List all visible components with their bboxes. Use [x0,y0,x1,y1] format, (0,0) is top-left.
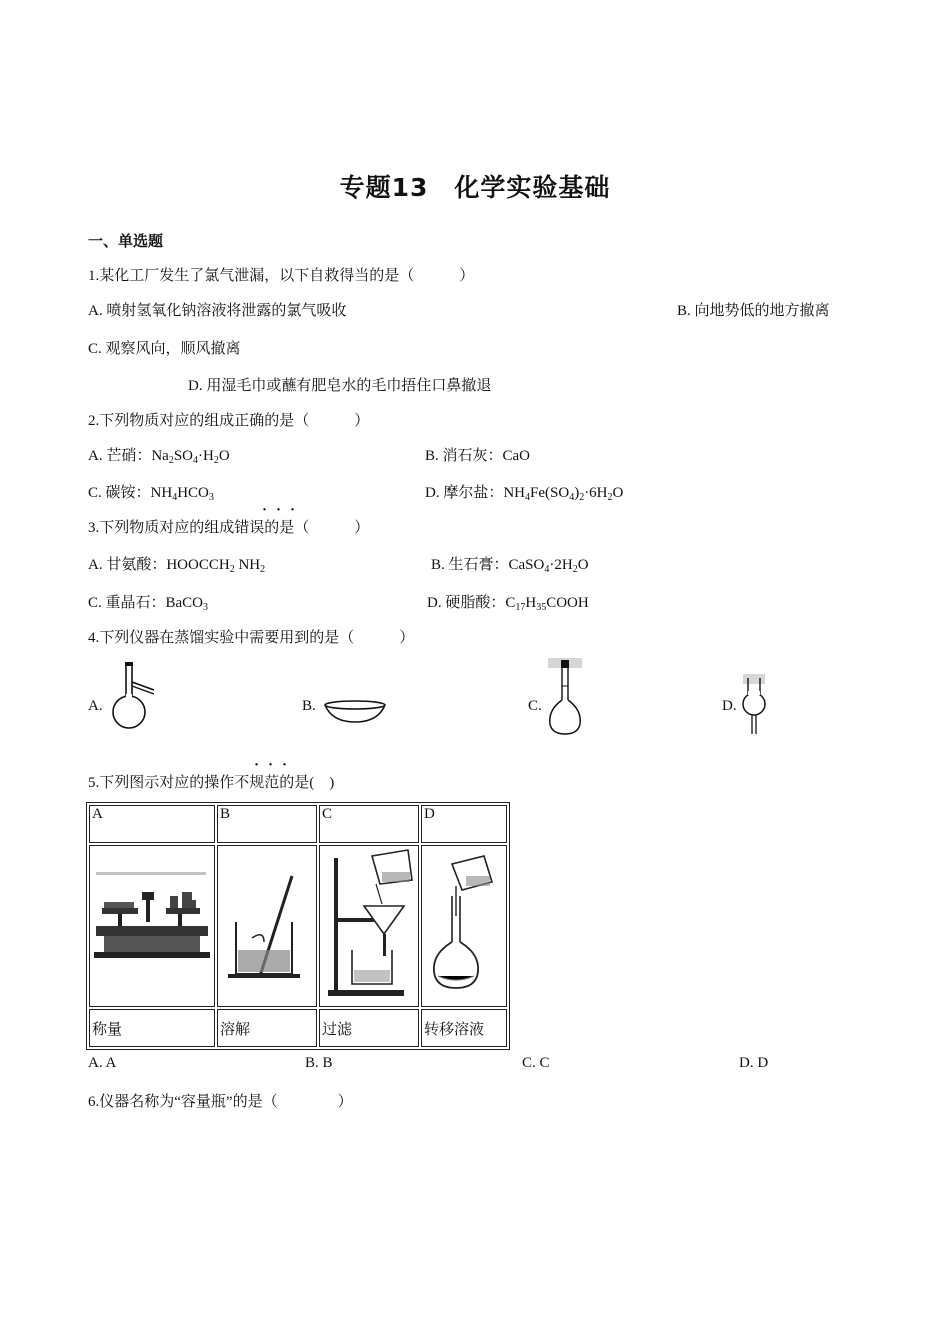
question-4-option-b-label: B. [302,698,316,714]
question-1-option-a: A. 喷射氢氧化钠溶液将泄露的氯气吸收 [88,303,347,319]
question-1-option-c: C. 观察风向，顺风撤离 [88,341,241,357]
caption-c: 过滤 [319,1009,419,1047]
caption-d: 转移溶液 [421,1009,507,1047]
separatory-funnel-icon [738,672,770,736]
dissolving-image [217,845,317,1007]
distillation-flask-icon [108,660,160,732]
question-4-stem: 4.下列仪器在蒸馏实验中需要用到的是（ ） [88,630,415,646]
question-2-stem: 2.下列物质对应的组成正确的是（ ） [88,413,370,429]
page-title: 专题13 化学实验基础 [339,173,611,202]
volumetric-flask-icon [544,656,586,736]
question-3-option-a: A. 甘氨酸：$HOOCCH_2$ $NH_2$ [88,557,266,575]
question-5-option-b: B. B [305,1055,333,1071]
question-2-option-b: B. 消石灰：CaO [425,448,531,464]
question-4-option-a-label: A. [88,698,103,714]
caption-a: 称量 [89,1009,215,1047]
section-heading: 一、单选题 [88,232,164,250]
question-2-option-d: D. 摩尔盐：$NH_4Fe(SO_4)_2\cdot 6H_2O$ [425,485,624,503]
question-4-option-c-label: C. [528,698,542,714]
question-6-stem: 6.仪器名称为“容量瓶”的是（ ） [88,1094,353,1110]
emphasis-wrong: 错误 [234,520,265,536]
question-1-stem: 1.某化工厂发生了氯气泄漏，以下自救得当的是（ ） [88,268,475,284]
question-3-option-b: B. 生石膏：$CaSO_4\cdot 2H_2O$ [431,557,589,575]
header-d: D [421,805,507,843]
operations-table [86,802,510,1050]
emphasis-nonstandard: 不规范 [234,775,280,791]
header-a: A [89,805,215,843]
filtration-image [319,845,419,1007]
header-c: C [319,805,419,843]
evaporating-dish-icon [322,698,388,726]
question-3-stem: 3.下列物质对应的组成错误的是（ ） [88,520,370,536]
question-4-option-d-label: D. [722,698,737,714]
header-b: B [217,805,317,843]
question-5-option-a: A. A [88,1055,117,1071]
question-5-stem: 5.下列图示对应的操作不规范的是( ) [88,775,335,791]
caption-b: 溶解 [217,1009,317,1047]
emphasis-dots: ··· [262,502,305,518]
question-5-option-d: D. D [739,1055,769,1071]
transfer-solution-image [421,845,507,1007]
emphasis-dots: ··· [254,757,297,773]
question-2-option-a: A. 芒硝：$Na_2SO_4\cdot H_2O$ [88,448,230,466]
question-2-option-c: C. 碳铵：$NH_4HCO_3$ [88,485,214,503]
question-5-option-c: C. C [522,1055,550,1071]
question-1-option-d: D. 用湿毛巾或蘸有肥皂水的毛巾捂住口鼻撤退 [188,378,492,394]
question-3-option-d: D. 硬脂酸：$C_{17}H_{35}COOH$ [427,595,589,613]
weighing-image [89,845,215,1007]
question-1-option-b: B. 向地势低的地方撤离 [677,303,830,319]
question-3-option-c: C. 重晶石：BaCO$_3$ [88,595,209,613]
